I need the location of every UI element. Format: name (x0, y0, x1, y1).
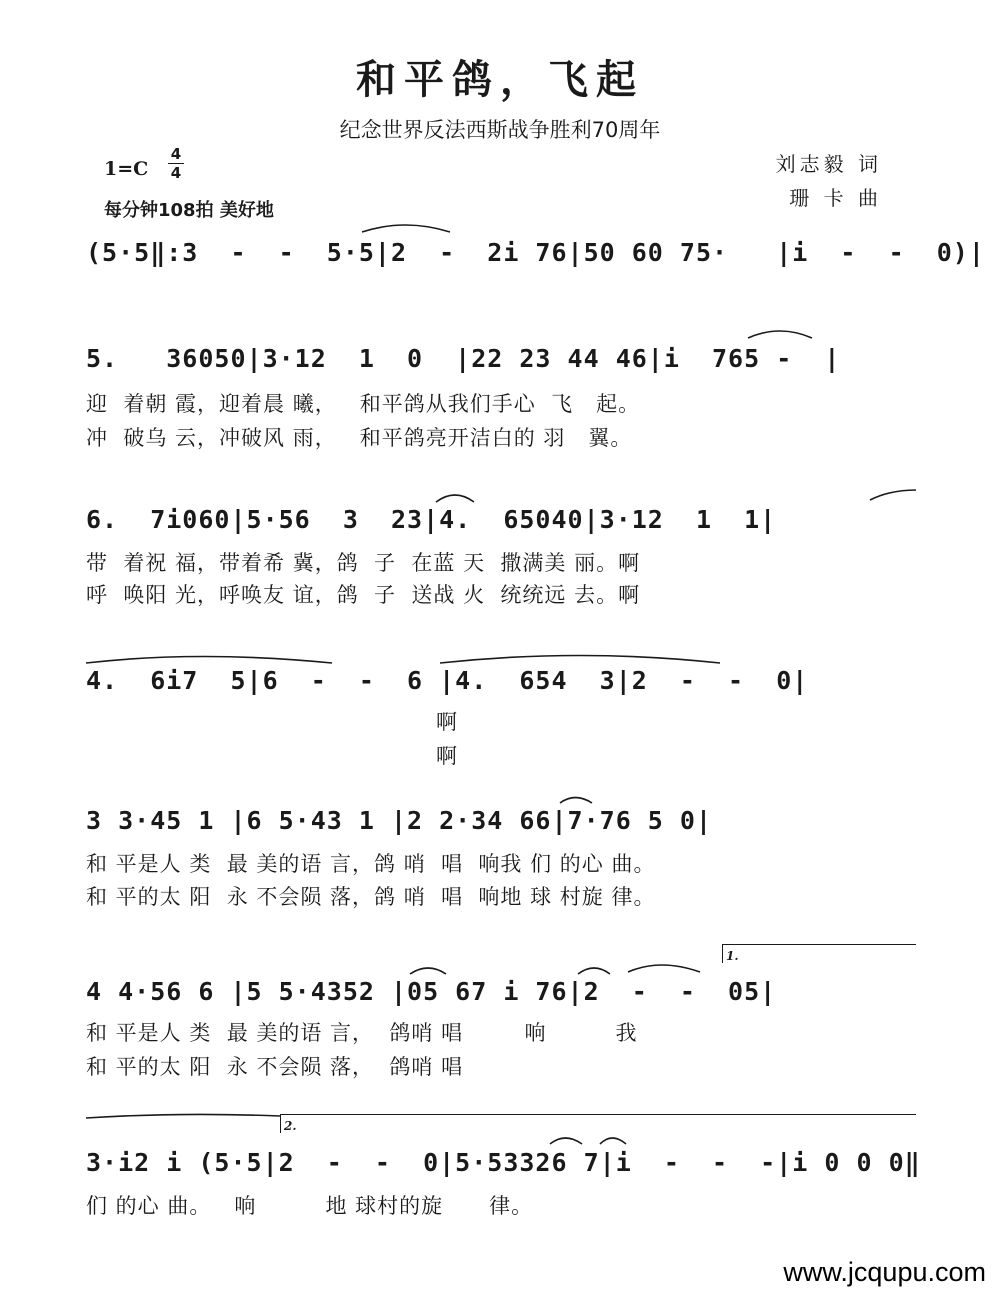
notation-line: 4. 6i7 5|6 - - 6 |4. 654 3|2 - - 0| (86, 666, 809, 695)
composer-credit: 珊 卡 曲 (789, 186, 882, 210)
first-ending-bracket (722, 944, 916, 963)
slur (410, 968, 446, 974)
lyric-line-verse-1: 啊 (436, 710, 458, 734)
time-signature-top: 4 (170, 145, 182, 163)
slur (578, 968, 610, 974)
song-subtitle: 纪念世界反法西斯战争胜利70周年 (339, 118, 661, 142)
lyric-line-verse-2: 冲 破乌 云，冲破风 雨， 和平鸽亮开洁白的 羽 翼。 (86, 426, 633, 450)
lyric-line-verse-1: 和 平是人 类 最 美的语 言， 鸽哨 唱 响 我 (86, 1021, 638, 1045)
slur (440, 656, 720, 664)
notation-line: 5. 36050|3·12 1 0 |22 23 44 46|i 765 - | (86, 344, 841, 373)
time-signature (168, 146, 184, 181)
slur (362, 225, 450, 232)
slur (600, 1138, 626, 1144)
song-title: 和平鸽，飞起 (356, 56, 644, 103)
lyric-line-verse-2: 啊 (436, 744, 458, 768)
slur (628, 965, 700, 972)
notation-line: 3 3·45 1 |6 5·43 1 |2 2·34 66|7·76 5 0| (86, 806, 712, 835)
slur (560, 798, 592, 804)
slur (436, 495, 474, 502)
lyric-line-verse-2: 和 平的太 阳 永 不会陨 落，鸽 哨 唱 响地 球 村旋 律。 (86, 885, 656, 909)
notation-line: 6. 7i060|5·56 3 23|4. 65040|3·12 1 1| (86, 505, 777, 534)
tempo-marking: 每分钟108拍 美好地 (104, 200, 274, 221)
slur (748, 331, 812, 338)
lyricist-credit: 刘志毅 词 (775, 152, 882, 176)
lyric-line-verse-1: 迎 着朝 霞，迎着晨 曦， 和平鸽从我们手心 飞 起。 (86, 392, 641, 416)
second-ending-label: 2. (284, 1119, 297, 1133)
site-watermark: www.jcqupu.com (783, 1257, 986, 1287)
lyric-line-verse-2: 呼 唤阳 光，呼唤友 谊，鸽 子 送战 火 统统远 去。啊 (86, 583, 641, 607)
slur (86, 657, 332, 664)
time-signature-bottom: 4 (170, 164, 182, 182)
notation-line: 4 4·56 6 |5 5·4352 |05 67 i 76|2 - - 05| (86, 977, 777, 1006)
lyric-line-verse-2: 和 平的太 阳 永 不会陨 落， 鸽哨 唱 (86, 1055, 464, 1079)
notation-line: 3·i2 i (5·5|2 - - 0|5·53326 7|i - - -|i 0 0 0‖ (86, 1148, 921, 1177)
slur (86, 1114, 280, 1118)
slur (870, 490, 916, 500)
second-ending-bracket (280, 1114, 916, 1133)
lyric-line-verse-1: 和 平是人 类 最 美的语 言，鸽 哨 唱 响我 们 的心 曲。 (86, 852, 656, 876)
first-ending-label: 1. (726, 949, 739, 963)
slur (550, 1138, 582, 1144)
key-signature: 1=C (104, 158, 149, 180)
lyric-line-verse-1: 带 着祝 福，带着希 冀，鸽 子 在蓝 天 撒满美 丽。啊 (86, 551, 641, 575)
notation-line: (5·5‖:3 - - 5·5|2 - 2i 76|50 60 75· |i - - 0)| (86, 238, 985, 267)
lyric-line-verse-1: 们 的心 曲。 响 地 球村的旋 律。 (86, 1194, 534, 1218)
